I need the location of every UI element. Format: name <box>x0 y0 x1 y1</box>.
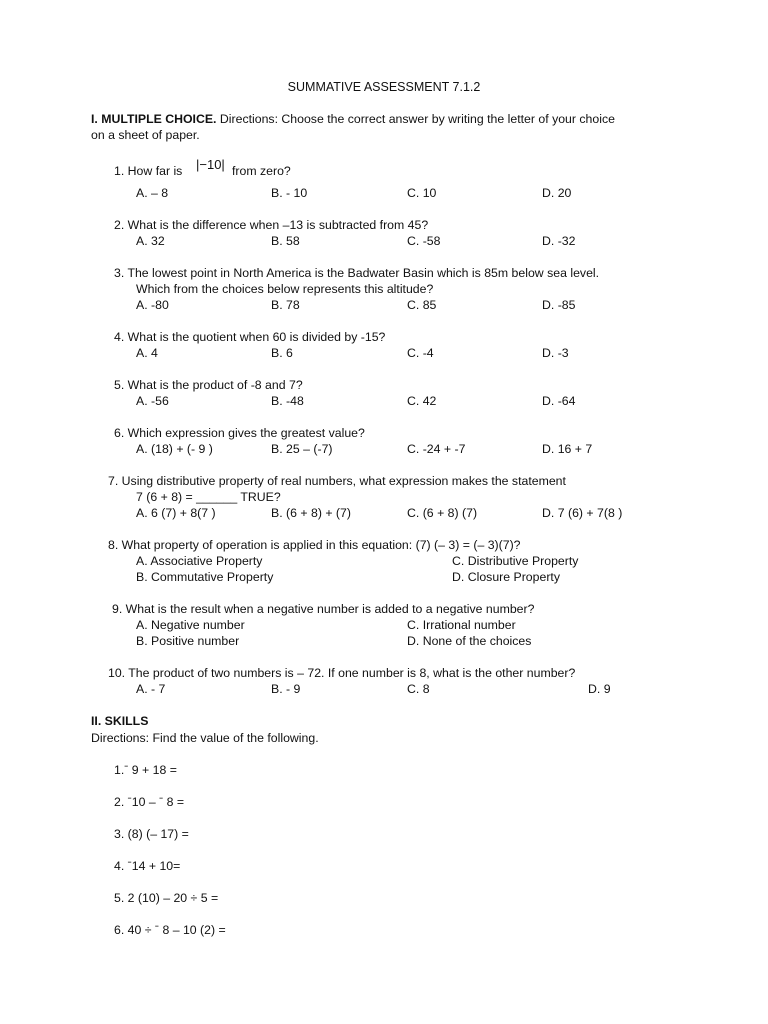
skill-item-4: 4. ˉ14 + 10= <box>114 859 181 873</box>
question-10-choice-b: B. - 9 <box>271 682 301 696</box>
question-5-text: 5. What is the product of -8 and 7? <box>114 378 303 392</box>
question-1-suffix: from zero? <box>232 164 291 178</box>
question-8-choice-c: C. Distributive Property <box>452 554 579 568</box>
question-9-choice-b: B. Positive number <box>136 634 240 648</box>
question-1-choice-a: A. – 8 <box>136 186 169 200</box>
skill-item-2: 2. ˉ10 – ˉ 8 = <box>114 795 185 809</box>
question-1-choice-c: C. 10 <box>407 186 437 200</box>
question-8-choice-a: A. Associative Property <box>136 554 263 568</box>
question-1-prefix: 1. How far is <box>114 164 183 178</box>
question-4-choice-b: B. 6 <box>271 346 293 360</box>
question-10-choice-d: D. 9 <box>588 682 611 696</box>
question-2-choice-b: B. 58 <box>271 234 300 248</box>
question-2-choice-c: C. -58 <box>407 234 441 248</box>
question-9-text: 9. What is the result when a negative number is added to a negative number? <box>112 602 535 616</box>
question-1-choice-b: B. - 10 <box>271 186 308 200</box>
question-3-choice-c: C. 85 <box>407 298 437 312</box>
question-3-choice-d: D. -85 <box>542 298 576 312</box>
question-3-choice-b: B. 78 <box>271 298 300 312</box>
question-4-choice-d: D. -3 <box>542 346 569 360</box>
question-7-choice-a: A. 6 (7) + 8(7 ) <box>136 506 216 520</box>
question-9-choice-a: A. Negative number <box>136 618 245 632</box>
question-2-choice-d: D. -32 <box>542 234 576 248</box>
question-7-choice-b: B. (6 + 8) + (7) <box>271 506 351 520</box>
question-6-choice-c: C. -24 + -7 <box>407 442 466 456</box>
question-2-text: 2. What is the difference when –13 is subtracted from 45? <box>114 218 429 232</box>
question-4-choice-c: C. -4 <box>407 346 434 360</box>
part2-directions: Directions: Find the value of the following. <box>91 731 319 745</box>
question-3-text: 3. The lowest point in North America is the Badwater Basin which is 85m below sea level. <box>114 266 600 280</box>
question-5-choice-d: D. -64 <box>542 394 576 408</box>
question-2-choice-a: A. 32 <box>136 234 165 248</box>
question-3-text-line2: Which from the choices below represents this altitude? <box>136 282 434 296</box>
question-5-choice-b: B. -48 <box>271 394 304 408</box>
question-7-choice-c: C. (6 + 8) (7) <box>407 506 478 520</box>
question-6-choice-d: D. 16 + 7 <box>542 442 593 456</box>
question-7-choice-d: D. 7 (6) + 7(8 ) <box>542 506 623 520</box>
skill-item-3: 3. (8) (– 17) = <box>114 827 189 841</box>
question-8-choice-d: D. Closure Property <box>452 570 560 584</box>
part1-directions-line2: on a sheet of paper. <box>91 128 200 142</box>
question-6-choice-a: A. (18) + (- 9 ) <box>136 442 213 456</box>
question-6-choice-b: B. 25 – (-7) <box>271 442 333 456</box>
question-8-choice-b: B. Commutative Property <box>136 570 274 584</box>
part2-heading: II. SKILLS <box>91 714 149 728</box>
question-5-choice-c: C. 42 <box>407 394 437 408</box>
question-1-choice-d: D. 20 <box>542 186 572 200</box>
question-4-choice-a: A. 4 <box>136 346 158 360</box>
question-9-choice-d: D. None of the choices <box>407 634 532 648</box>
absolute-value-expression: |−10| <box>196 157 225 172</box>
question-5-choice-a: A. -56 <box>136 394 169 408</box>
part1-heading: I. MULTIPLE CHOICE. <box>91 112 217 126</box>
question-8-text: 8. What property of operation is applied in this equation: (7) (– 3) = (– 3)(7)? <box>108 538 521 552</box>
question-10-choice-a: A. - 7 <box>136 682 166 696</box>
question-9-choice-c: C. Irrational number <box>407 618 516 632</box>
question-7-text: 7. Using distributive property of real numbers, what expression makes the statement <box>108 474 566 488</box>
part1-directions: Directions: Choose the correct answer by writing the letter of your choice <box>219 112 615 126</box>
question-7-text-line2: 7 (6 + 8) = ______ TRUE? <box>136 490 281 504</box>
part1-directions-line1 <box>91 111 615 127</box>
question-3-choice-a: A. -80 <box>136 298 169 312</box>
question-6-text: 6. Which expression gives the greatest value? <box>114 426 365 440</box>
skill-item-6: 6. 40 ÷ ˉ 8 – 10 (2) = <box>114 923 226 937</box>
question-4-text: 4. What is the quotient when 60 is divided by -15? <box>114 330 386 344</box>
skill-item-5: 5. 2 (10) – 20 ÷ 5 = <box>114 891 219 905</box>
question-10-text: 10. The product of two numbers is – 72. If one number is 8, what is the other number? <box>108 666 576 680</box>
page-title: SUMMATIVE ASSESSMENT 7.1.2 <box>287 80 481 94</box>
question-10-choice-c: C. 8 <box>407 682 430 696</box>
skill-item-1: 1.ˉ 9 + 18 = <box>114 763 177 777</box>
